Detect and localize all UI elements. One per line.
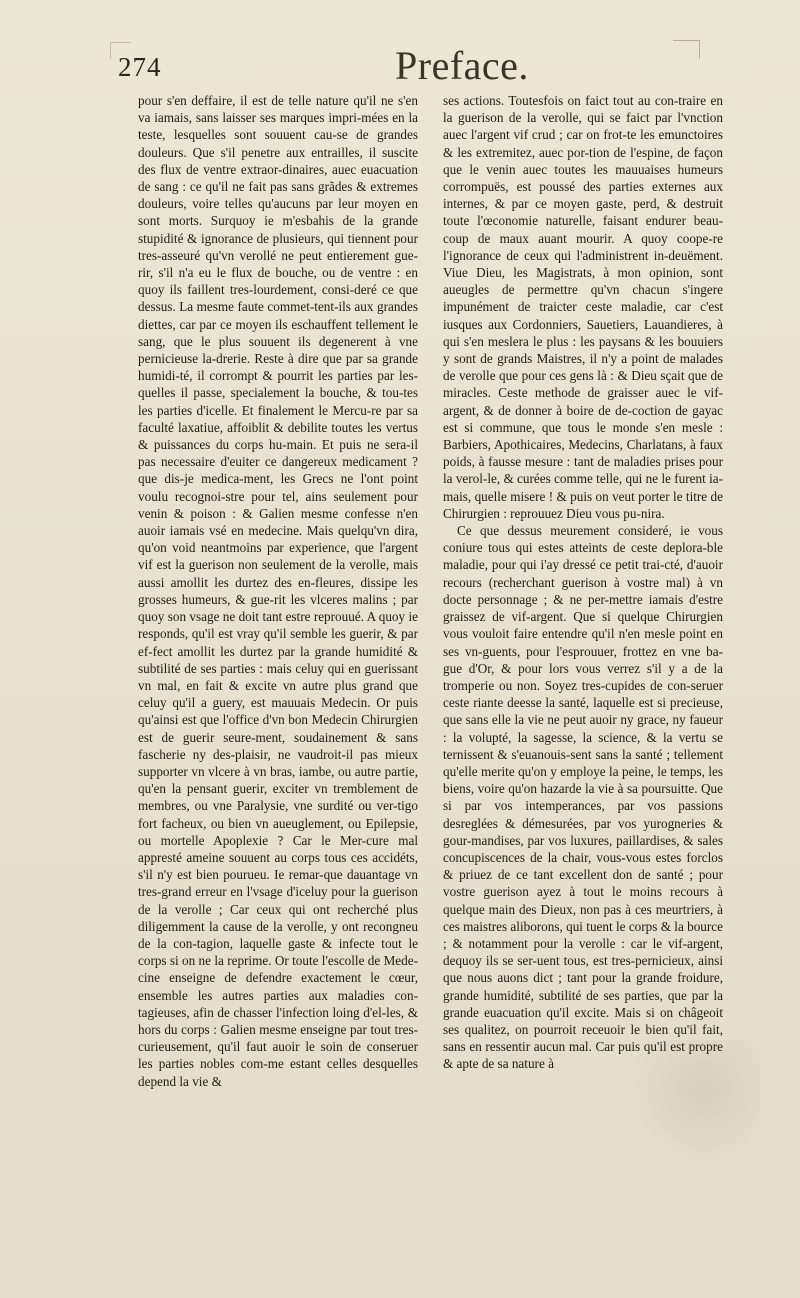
left-column: [138, 92, 418, 1090]
page-number: 274: [118, 52, 162, 82]
right-column: [443, 92, 723, 1073]
right-paragraph: ses actions. Toutesfois on faict tout au con-traire en la guerison de la verolle, qui se faict par l'vnction auec l'argent vif crud ; car on frot-te les emunctoires & les extremitez, auec por-tion de l'espine, de façon que le venin auec toutes les mauuaises humeurs corrompuës, est poussé des parties externes aux internes, & par ce moyen gaste, perd, & destruit toute l'œconomie naturelle, faisant endurer beau-coup de maux auant mourir. A quoy coope-re l'ignorance de ceux qui l'administrent in-deuëment. Viue Dieu, les Magistrats, à mon opinion, sont aueugles de permettre qu'vn chacun s'ingere impunément de traicter ceste maladie, car c'est iusques aux Cordonniers, Sauetiers, Lauandieres, à qui s'en meslera le plus : les paysans & les bouuiers y sont de grands Maistres, il n'y a point de malades de verolle que pour ces gens là : & Dieu sçait que de miracles. Ceste methode de graisser auec le vif-argent, & de donner à boire de de-coction de gayac est si commune, que tous le monde s'en mesle : Barbiers, Apothicaires, Medecins, Charlatans, à faux poids, à fausse mesure : tant de maladies prises pour la verol-le, & curées comme telle, qui ne le furent ia-mais, quelle misere ! & puis on veut porter le titre de Chirurgien : reprouuez Dieu vous pu-nira.: [443, 93, 723, 521]
running-title: Preface.: [395, 43, 529, 88]
text-body: [138, 92, 723, 1282]
ink-bleed-stain: [620, 1040, 760, 1160]
right-paragraph: Ce que dessus meurement consideré, ie vous coniure tous qui estes atteints de ceste deplora-ble maladie, pour qui i'ay dressé ce petit trai-cté, d'auoir recours (recherchant guerison à vostre mal) à vn docte personnage ; & ne per-mettre iamais d'estre graissez de vif-argent. Que si quelque Chirurgien vous vouloit faire entendre qu'il n'en mesle point en ses vn-guents, pour l'esprouuer, frottez en vne ba-gue d'Or, & pour lors vous verrez s'il y a de la tromperie ou non. Soyez tres-cupides de con-seruer ceste riante deesse la santé, laquelle est si precieuse, que sans elle la vie ne peut auoir ny grace, ny faueur : la volupté, la sagesse, la science, & la vertu se ternissent & s'euanouis-sent sans la santé ; tellement qu'elle merite qu'on y employe la peine, le temps, les biens, voire qu'on hazarde la vie à sa poursuitte. Que si par vos intemperances, par vos passions desreglées & démesurées, par vos yurogneries & gour-mandises, par vos luxures, paillardises, & sales concupiscences de la chair, vous-vous estes forclos & priuez de ce tant excellent don de santé ; pour vostre guerison ayez à tout le moins recours à quelque main des Dieux, non pas à ces meurtriers, à ces maistres aliborons, qui tuent le corps & la bource ; & notamment pour la verolle : car le vif-argent, dequoy ils se ser-uent tous, est tres-pernicieux, ainsi que nous auons dict ; tant pour la grande froidure, grande humidité, subtilité de ses parties, que par la grande euacuation qu'il excite. Mais si on châgeoit ses qualitez, on pourroit receuoir le bien qu'il fait, sans en ressentir aucun mal. Car puis qu'il est propre & apte de sa nature à: [443, 523, 723, 1072]
running-head: [0, 42, 800, 88]
left-paragraph: pour s'en deffaire, il est de telle nature qu'il ne s'en va iamais, sans laisser ses marques impri-mées en la teste, lesquelles sont souuent cau-se de grandes douleurs. Que s'il penetre aux entrailles, il suscite des flux de ventre extraor-dinaires, auec euacuation de sang : ce qu'il ne fait pas sans grãdes & extremes douleurs, voire telles qu'aucuns par leur moyen en sont morts. Surquoy ie m'esbahis de la grande stupidité & ignorance de plusieurs, qui tiennent pour tres-asseuré qu'vn verollé ne peut entierement gue-rir, s'il n'a eu le flux de bouche, ou de ventre : en quoy ils faillent tres-lourdement, consi-deré ce que dessus. La mesme faute commet-tent-ils aux grandes diettes, car par ce moyen ils eschauffent tellement le sang, que le plus souuent ils degenerent à vne pernicieuse la-drerie. Reste à dire que par sa grande humidi-té, il corrompt & pourrit les parties par les-quelles il passe, specialement la bouche, & tou-tes les parties d'icelle. Et finalement le Mercu-re par sa faculté laxatiue, affoiblit & debilite toutes les vertus & puissances du corps hu-main. Et puis ne sera-il pas necessaire d'euiter ce dangereux medicament ? que dis-je medica-ment, les Grecs ne l'ont point voulu recognoi-stre pour tel, ains seulement pour venin & poison : & Galien mesme confesse n'en auoir iamais vsé en medecine. Mais quelqu'vn dira, qu'on void neantmoins par experience, que l'argent vif est la guerison non seulement de la verolle, mais aussi amollit les durtez des en-fleures, dissipe les grosses humeurs, & gue-rit les vlceres malins ; par quoy son vsage ne doit tant estre reprouué. A quoy ie responds, qu'il est vray qu'il semble les guerir, & par ef-fect amollit les durtez par la grande humidité & subtilité de ses parties : mais celuy qui en guerissant vn mal, en fait & excite vn autre plus grand que celuy qu'il a guery, est mauuais Medecin. Or puis qu'ainsi est que l'office d'vn bon Medecin Chirurgien est de guerir seure-ment, soudainement & sans fascherie ny des-plaisir, ne vaudroit-il pas mieux supporter vn vlcere à vn bras, iambe, ou autre partie, qu'en la pensant guerir, exciter vn tremblement de membres, ou vne Paralysie, vne surdité ou ver-tigo fort facheux, ou bien vn aueuglement, ou Epilepsie, ou mortelle Apoplexie ? Car le Mer-cure mal appresté ameine souuent au corps tous ces accidéts, s'il n'y est bien pourueu. Ie remar-que dauantage vn tres-grand erreur en l'vsage d'iceluy pour la guerison de la verolle ; Car ceux qui ont recherché plus diligemment la cause de la verolle, y ont recongneu de la con-tagion, laquelle gaste & infecte tout le corps si on ne la reprime. Or toute l'escolle de Mede-cine enseigne de defendre exactement le cœur, ensemble les autres parties aux maladies con-tagieuses, afin de chasser l'infection loing d'el-les, & hors du corps : Galien mesme enseigne par tout tres-curieusement, qu'il faut auoir le soin de conseruer les parties nobles com-me estant celles desquelles depend la vie &: [138, 93, 418, 1089]
